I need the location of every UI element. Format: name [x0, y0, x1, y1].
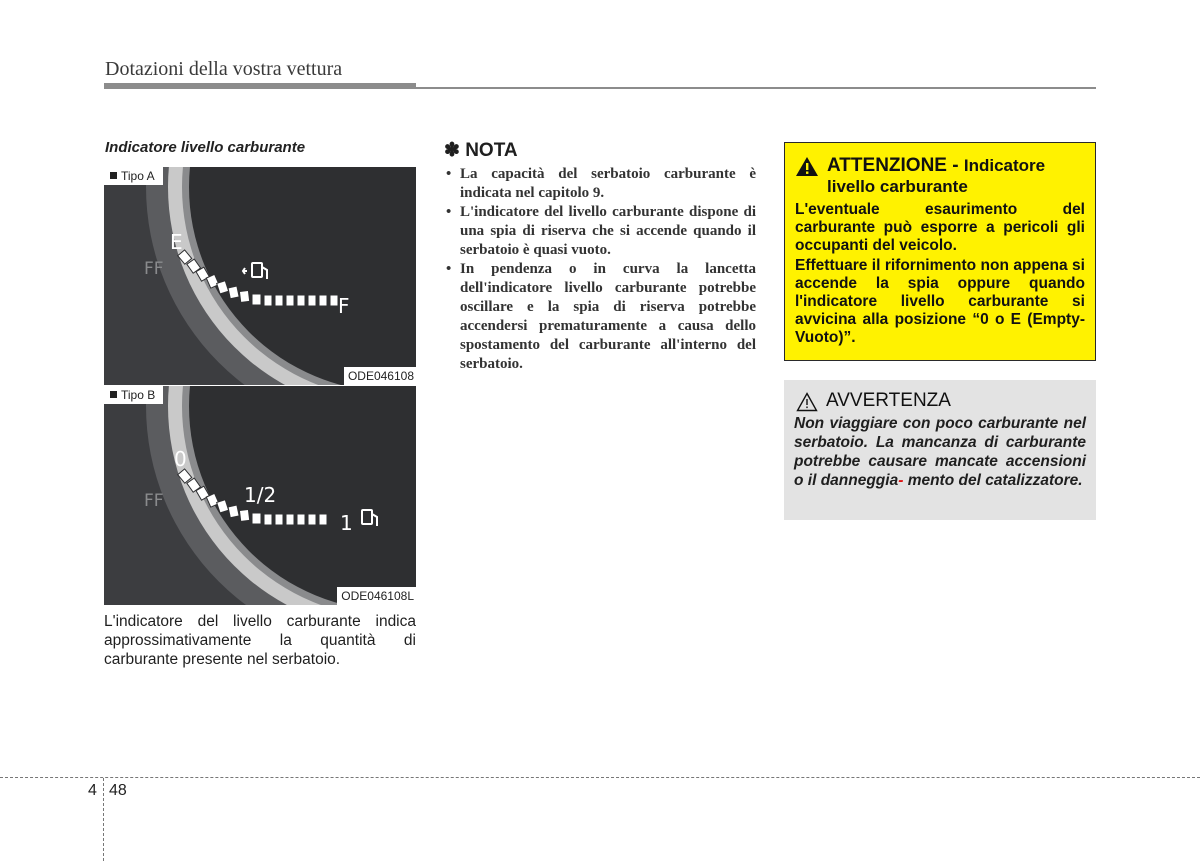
page-header-title: Dotazioni della vostra vettura: [105, 58, 343, 80]
header-rule-thick: [104, 83, 416, 89]
warning-triangle-icon: [795, 156, 819, 177]
caution-triangle-icon: [796, 392, 818, 412]
footer-dashed-vertical-rule: [103, 778, 104, 861]
attenzione-paragraph-1: L'eventuale esaurimento del carburante può esporre a pericoli gli occupanti del veicolo.: [795, 201, 1085, 254]
svg-text:FF: FF: [144, 491, 164, 511]
svg-text:E: E: [170, 230, 183, 254]
gauge-type-a-code: ODE046108: [344, 367, 416, 385]
svg-text:1/2: 1/2: [244, 483, 277, 507]
fuel-gauge-description: L'indicatore del livello carburante indica approssimativamente la quantità di carburante presente nel serbatoio.: [104, 613, 416, 668]
gauge-type-a-tag: Tipo A: [104, 167, 163, 185]
footer-dashed-rule: [0, 777, 1200, 778]
avvertenza-text: Non viaggiare con poco carburante nel serbatoio. La mancanza di carburante potrebbe causare mancate accensioni o il danneggia- mento del catalizzatore.: [794, 415, 1086, 489]
svg-text:F: F: [338, 294, 350, 318]
svg-text:1: 1: [340, 511, 353, 535]
page-number: 48: [109, 782, 127, 799]
avvertenza-title: AVVERTENZA: [794, 390, 1086, 412]
note-item: • La capacità del serbatoio carburante è indicata nel capitolo 9.: [446, 166, 756, 201]
gauge-type-b-code: ODE046108L: [337, 587, 416, 605]
attenzione-title: ATTENZIONE - Indicatore livello carburante: [795, 155, 1085, 197]
fuel-gauge-type-b-image: [104, 386, 416, 605]
fuel-gauge-type-a-image: [104, 167, 416, 385]
note-heading: ✽ NOTA: [444, 140, 518, 161]
gauge-type-b-tag: Tipo B: [104, 386, 163, 404]
svg-text:0: 0: [174, 447, 187, 471]
chapter-number: 4: [88, 782, 97, 799]
note-list: [444, 165, 756, 374]
note-item: • L'indicatore del livello carburante dispone di una spia di riserva che si accende quando il serbatoio è quasi vuoto.: [446, 204, 756, 258]
header-rule-thin: [416, 87, 1096, 89]
attenzione-warning-box: [784, 142, 1096, 361]
fuel-gauge-type-b-illustration: [104, 386, 416, 605]
avvertenza-caution-box: [784, 380, 1096, 520]
svg-text:FF: FF: [144, 259, 164, 279]
attenzione-paragraph-2: Effettuare il rifornimento non appena si accende la spia oppure quando l'indicatore livello carburante si avvicina alla posizione “0 o E (Empty-Vuoto)”.: [795, 257, 1085, 346]
note-item: • In pendenza o in curva la lancetta dell'indicatore livello carburante potrebbe oscillare e la spia di riserva potrebbe accendersi prematuramente a causa dello spostamento del carburante all'interno del serbatoio.: [446, 261, 756, 372]
section-title: Indicatore livello carburante: [105, 139, 306, 156]
fuel-gauge-type-a-illustration: [104, 167, 416, 385]
